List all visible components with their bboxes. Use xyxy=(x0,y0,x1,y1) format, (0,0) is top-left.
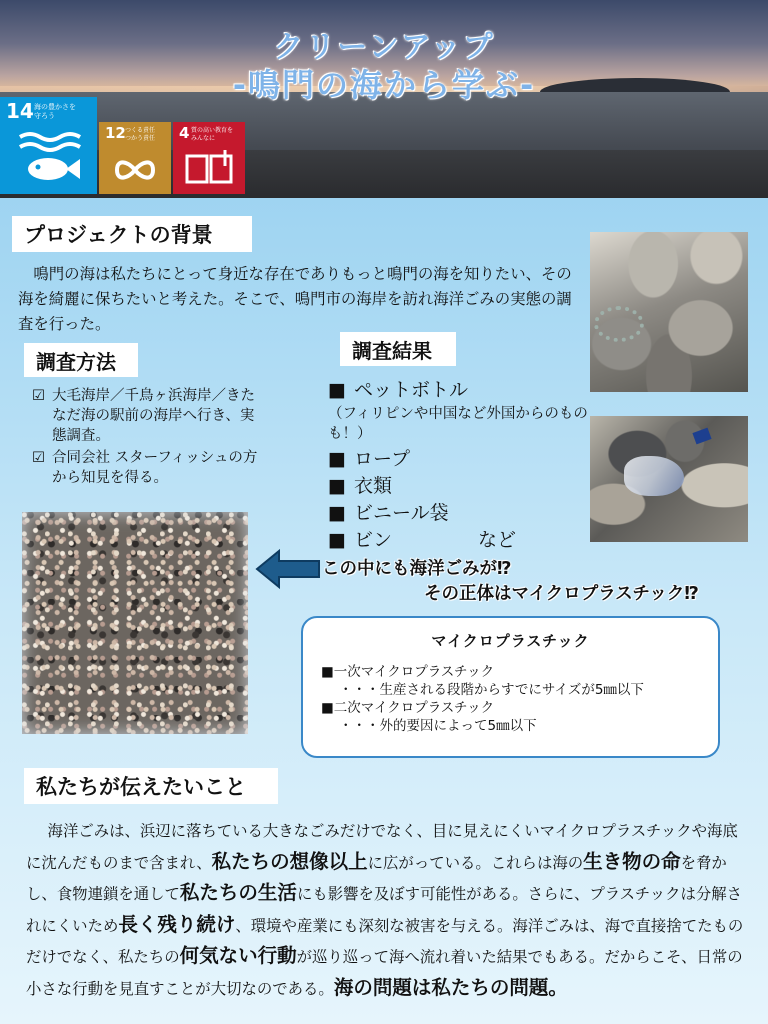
message-emphasis-4: 長く残り続け xyxy=(118,912,236,936)
message-emphasis-1: 私たちの想像以上 xyxy=(211,849,368,873)
square-bullet-icon: ■ xyxy=(328,502,346,524)
sdg-14-label-line2: 守ろう xyxy=(34,112,55,120)
message-part-1: 海洋ごみは、浜辺に落ちている大きなごみだけでなく、目に見えにくいマイクロプラスチックや海底に沈んだものまで含まれ、 xyxy=(26,822,738,872)
book-icon xyxy=(173,122,245,194)
microplastic-title: マイクロプラスチック xyxy=(431,632,590,650)
sdg-12-label-line1: つくる責任 xyxy=(125,127,156,134)
result-item-4 xyxy=(328,500,618,527)
background-heading: プロジェクトの背景 xyxy=(12,216,252,252)
result-etc: など xyxy=(478,529,517,551)
secondary-mp-title: ■二次マイクロプラスチック xyxy=(321,700,495,716)
photo-rocks-with-trash xyxy=(590,416,748,542)
square-bullet-icon: ■ xyxy=(328,475,346,497)
message-emphasis-3: 私たちの生活 xyxy=(179,881,297,904)
message-heading: 私たちが伝えたいこと xyxy=(24,768,278,804)
sdg-14-number: 14 xyxy=(6,99,34,123)
method-item-1-text: 大毛海岸／千鳥ヶ浜海岸／きたなだ海の駅前の海岸へ行き、実態調査。 xyxy=(52,388,255,444)
fish-icon xyxy=(0,97,97,194)
square-bullet-icon: ■ xyxy=(328,379,346,401)
message-part-4: にも影響を及ぼす可能性がある。さらに、プラスチックは分解されにくいため xyxy=(26,885,743,935)
result-list xyxy=(328,377,618,554)
sdg-12-number: 12 xyxy=(105,124,126,142)
plastic-bag-debris xyxy=(624,456,684,496)
sdg-4-number: 4 xyxy=(179,124,190,142)
message-emphasis-6: 海の問題は私たちの問題。 xyxy=(333,975,568,999)
method-item-1 xyxy=(32,386,262,446)
result-heading: 調査結果 xyxy=(340,332,456,366)
sdg-12-label-line2: つかう責任 xyxy=(125,135,156,142)
message-part-5: 、環境や産業にも深刻な被害を与える。海洋ごみは、海で直接捨てたものだけでなく、私たちの xyxy=(26,916,744,966)
method-item-2-text: 合同会社 スターフィッシュの方から知見を得る。 xyxy=(52,450,258,486)
primary-mp-desc: ・・・生産される段階からすでにサイズが5㎜以下 xyxy=(339,682,644,698)
photo-rocks-with-rope xyxy=(590,232,748,392)
arrow-left-icon xyxy=(255,548,321,590)
message-emphasis-5: 何気ない行動 xyxy=(179,944,297,967)
background-text: 鳴門の海は私たちにとって身近な存在でありもっと鳴門の海を知りたい、その海を綺麗に保ちたいと考えた。そこで、鳴門市の海岸を訪れ海洋ごみの実態の調査を行った。 xyxy=(18,265,572,333)
square-bullet-icon: ■ xyxy=(328,529,346,551)
primary-mp-title: ■一次マイクロプラスチック xyxy=(321,664,495,680)
result-item-2-text: ロープ xyxy=(354,448,411,470)
message-text xyxy=(26,816,746,1004)
message-part-2: に広がっている。これらは海の xyxy=(367,853,584,872)
square-bullet-icon: ■ xyxy=(328,448,346,470)
rope-debris xyxy=(594,306,644,342)
checkbox-icon: ☑ xyxy=(32,388,45,404)
secondary-mp-desc: ・・・外的要因によって5㎜以下 xyxy=(339,718,537,734)
result-note: （フィリピンや中国など外国からのものも！） xyxy=(328,406,588,442)
checkbox-icon: ☑ xyxy=(32,450,45,466)
result-item-5 xyxy=(328,527,618,554)
result-item-3-text: 衣類 xyxy=(354,475,393,497)
method-item-2 xyxy=(32,448,262,488)
sdg-4-badge xyxy=(173,122,245,194)
sdg-14-label-line1: 海の豊かさを xyxy=(34,103,76,111)
callout-line-1: この中にも海洋ごみが⁉ xyxy=(322,559,512,579)
page-title: クリーンアップ xyxy=(273,30,495,65)
microplastic-box xyxy=(301,616,720,758)
method-heading: 調査方法 xyxy=(24,343,138,377)
result-item-2 xyxy=(328,446,618,473)
sdg-4-label-line1: 質の高い教育を xyxy=(191,127,234,134)
result-item-5-text: ビン xyxy=(354,529,393,551)
result-item-1 xyxy=(328,377,618,404)
result-item-4-text: ビニール袋 xyxy=(354,502,449,524)
message-part-3: を脅かし、食物連鎖を通して xyxy=(26,853,727,903)
can-debris xyxy=(692,428,711,445)
photo-sand-closeup xyxy=(22,512,248,734)
infinity-icon xyxy=(99,122,171,194)
message-emphasis-2: 生き物の命 xyxy=(583,849,681,873)
callout-line-2: その正体はマイクロプラスチック⁉ xyxy=(424,584,699,604)
result-item-3 xyxy=(328,473,618,500)
sdg-4-label-line2: みんなに xyxy=(191,135,216,142)
message-part-6: が巡り巡って海へ流れ着いた結果でもある。だからこそ、日常の小さな行動を見直すことが大切なのである。 xyxy=(26,948,743,998)
sdg-12-badge xyxy=(99,122,171,194)
method-list xyxy=(32,386,262,490)
result-item-1-text: ペットボトル xyxy=(354,379,469,401)
sdg-14-badge xyxy=(0,97,97,194)
page-subtitle: -鳴門の海から学ぶ- xyxy=(232,66,536,104)
